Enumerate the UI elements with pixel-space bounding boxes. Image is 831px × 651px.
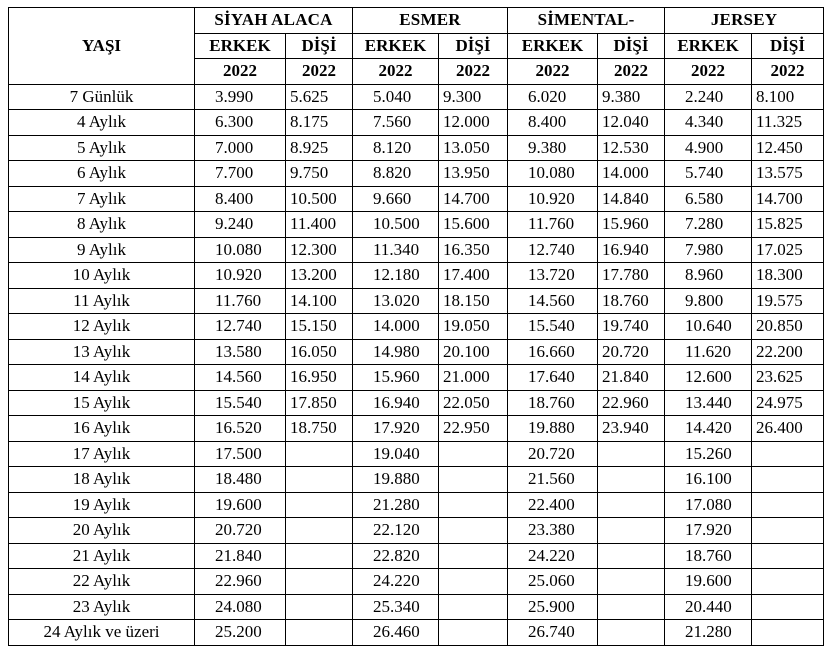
- value-cell: 13.950: [439, 161, 508, 187]
- value-cell: 19.600: [665, 569, 752, 595]
- value-cell: [286, 441, 353, 467]
- value-cell: 19.600: [195, 492, 286, 518]
- table-row: [9, 135, 824, 161]
- value-cell: 26.460: [353, 620, 439, 646]
- value-cell: 19.050: [439, 314, 508, 340]
- value-cell: [286, 492, 353, 518]
- table-row: [9, 186, 824, 212]
- value-cell: 9.750: [286, 161, 353, 187]
- value-cell: 8.960: [665, 263, 752, 289]
- value-cell: 17.500: [195, 441, 286, 467]
- value-cell: [439, 441, 508, 467]
- value-cell: 17.025: [752, 237, 824, 263]
- value-cell: 23.940: [598, 416, 665, 442]
- value-cell: 5.040: [353, 84, 439, 110]
- sex-header-female: DİŞİ: [439, 33, 508, 59]
- value-cell: [286, 543, 353, 569]
- value-cell: 9.300: [439, 84, 508, 110]
- value-cell: 17.920: [665, 518, 752, 544]
- value-cell: 7.560: [353, 110, 439, 136]
- value-cell: 4.340: [665, 110, 752, 136]
- value-cell: [598, 569, 665, 595]
- age-cell: 14 Aylık: [9, 365, 195, 391]
- table-row: [9, 543, 824, 569]
- age-cell: 8 Aylık: [9, 212, 195, 238]
- value-cell: 13.720: [508, 263, 598, 289]
- table-row: [9, 441, 824, 467]
- value-cell: [439, 467, 508, 493]
- value-cell: [286, 569, 353, 595]
- value-cell: 19.740: [598, 314, 665, 340]
- value-cell: 14.560: [195, 365, 286, 391]
- age-cell: 20 Aylık: [9, 518, 195, 544]
- value-cell: 19.575: [752, 288, 824, 314]
- breed-header-simental: SİMENTAL-: [508, 8, 665, 34]
- value-cell: 17.920: [353, 416, 439, 442]
- value-cell: 22.200: [752, 339, 824, 365]
- value-cell: 6.020: [508, 84, 598, 110]
- age-cell: 19 Aylık: [9, 492, 195, 518]
- value-cell: 22.960: [195, 569, 286, 595]
- age-cell: 10 Aylık: [9, 263, 195, 289]
- value-cell: [598, 620, 665, 646]
- value-cell: 16.350: [439, 237, 508, 263]
- year-header: 2022: [286, 59, 353, 85]
- value-cell: 16.950: [286, 365, 353, 391]
- value-cell: 12.740: [508, 237, 598, 263]
- value-cell: 12.600: [665, 365, 752, 391]
- value-cell: 22.120: [353, 518, 439, 544]
- value-cell: 13.020: [353, 288, 439, 314]
- value-cell: 17.080: [665, 492, 752, 518]
- age-cell: 24 Aylık ve üzeri: [9, 620, 195, 646]
- value-cell: 21.840: [195, 543, 286, 569]
- value-cell: 9.380: [598, 84, 665, 110]
- value-cell: [752, 467, 824, 493]
- year-header: 2022: [665, 59, 752, 85]
- age-cell: 17 Aylık: [9, 441, 195, 467]
- age-header: YAŞI: [9, 8, 195, 85]
- value-cell: 5.740: [665, 161, 752, 187]
- value-cell: [439, 620, 508, 646]
- value-cell: [286, 620, 353, 646]
- value-cell: 9.800: [665, 288, 752, 314]
- value-cell: 8.120: [353, 135, 439, 161]
- year-header: 2022: [195, 59, 286, 85]
- value-cell: 25.060: [508, 569, 598, 595]
- value-cell: 17.850: [286, 390, 353, 416]
- age-cell: 13 Aylık: [9, 339, 195, 365]
- sex-header-female: DİŞİ: [286, 33, 353, 59]
- table-row: [9, 492, 824, 518]
- value-cell: 15.150: [286, 314, 353, 340]
- value-cell: [439, 543, 508, 569]
- age-cell: 16 Aylık: [9, 416, 195, 442]
- year-header: 2022: [598, 59, 665, 85]
- value-cell: 8.400: [195, 186, 286, 212]
- table-row: [9, 569, 824, 595]
- value-cell: 13.575: [752, 161, 824, 187]
- table-row: [9, 237, 824, 263]
- value-cell: [752, 543, 824, 569]
- value-cell: 20.440: [665, 594, 752, 620]
- year-header: 2022: [508, 59, 598, 85]
- table-row: [9, 620, 824, 646]
- value-cell: 11.760: [508, 212, 598, 238]
- value-cell: 20.100: [439, 339, 508, 365]
- age-cell: 11 Aylık: [9, 288, 195, 314]
- value-cell: 24.975: [752, 390, 824, 416]
- value-cell: 19.040: [353, 441, 439, 467]
- table-row: [9, 467, 824, 493]
- value-cell: 9.380: [508, 135, 598, 161]
- value-cell: 12.740: [195, 314, 286, 340]
- sex-header-male: ERKEK: [665, 33, 752, 59]
- table-row: [9, 314, 824, 340]
- value-cell: 25.340: [353, 594, 439, 620]
- value-cell: 15.600: [439, 212, 508, 238]
- value-cell: 12.300: [286, 237, 353, 263]
- value-cell: [752, 594, 824, 620]
- value-cell: 14.700: [439, 186, 508, 212]
- value-cell: 15.540: [508, 314, 598, 340]
- value-cell: 11.400: [286, 212, 353, 238]
- value-cell: [752, 620, 824, 646]
- value-cell: 14.000: [353, 314, 439, 340]
- value-cell: [286, 467, 353, 493]
- value-cell: 24.220: [508, 543, 598, 569]
- value-cell: 22.820: [353, 543, 439, 569]
- value-cell: 13.580: [195, 339, 286, 365]
- value-cell: 16.050: [286, 339, 353, 365]
- breed-header-esmer: ESMER: [353, 8, 508, 34]
- value-cell: 4.900: [665, 135, 752, 161]
- value-cell: 9.660: [353, 186, 439, 212]
- table-row: [9, 288, 824, 314]
- value-cell: 23.625: [752, 365, 824, 391]
- value-cell: 10.920: [195, 263, 286, 289]
- age-cell: 12 Aylık: [9, 314, 195, 340]
- value-cell: 16.520: [195, 416, 286, 442]
- value-cell: 15.540: [195, 390, 286, 416]
- value-cell: 22.050: [439, 390, 508, 416]
- sex-header-male: ERKEK: [353, 33, 439, 59]
- sex-header-female: DİŞİ: [752, 33, 824, 59]
- breed-header-jersey: JERSEY: [665, 8, 824, 34]
- value-cell: [598, 467, 665, 493]
- value-cell: 8.925: [286, 135, 353, 161]
- value-cell: 18.760: [665, 543, 752, 569]
- value-cell: 21.840: [598, 365, 665, 391]
- value-cell: 18.150: [439, 288, 508, 314]
- value-cell: 26.740: [508, 620, 598, 646]
- price-table: [8, 7, 824, 646]
- table-row: [9, 339, 824, 365]
- value-cell: 13.200: [286, 263, 353, 289]
- value-cell: 12.180: [353, 263, 439, 289]
- value-cell: 17.640: [508, 365, 598, 391]
- value-cell: 10.920: [508, 186, 598, 212]
- value-cell: 22.400: [508, 492, 598, 518]
- value-cell: [439, 569, 508, 595]
- value-cell: 14.100: [286, 288, 353, 314]
- value-cell: 11.620: [665, 339, 752, 365]
- value-cell: 11.325: [752, 110, 824, 136]
- table-row: [9, 110, 824, 136]
- value-cell: 17.780: [598, 263, 665, 289]
- value-cell: 24.220: [353, 569, 439, 595]
- value-cell: [752, 492, 824, 518]
- value-cell: 9.240: [195, 212, 286, 238]
- value-cell: 18.480: [195, 467, 286, 493]
- value-cell: 25.900: [508, 594, 598, 620]
- value-cell: 10.080: [508, 161, 598, 187]
- age-cell: 7 Günlük: [9, 84, 195, 110]
- breed-header-siyah-alaca: SİYAH ALACA: [195, 8, 353, 34]
- value-cell: 8.175: [286, 110, 353, 136]
- value-cell: 8.820: [353, 161, 439, 187]
- value-cell: 14.000: [598, 161, 665, 187]
- value-cell: 7.980: [665, 237, 752, 263]
- table-row: [9, 518, 824, 544]
- value-cell: [752, 569, 824, 595]
- value-cell: 14.840: [598, 186, 665, 212]
- value-cell: 19.880: [353, 467, 439, 493]
- value-cell: 14.420: [665, 416, 752, 442]
- value-cell: 12.530: [598, 135, 665, 161]
- age-cell: 15 Aylık: [9, 390, 195, 416]
- value-cell: 3.990: [195, 84, 286, 110]
- value-cell: [439, 518, 508, 544]
- value-cell: 10.080: [195, 237, 286, 263]
- value-cell: 7.000: [195, 135, 286, 161]
- age-cell: 22 Aylık: [9, 569, 195, 595]
- table-row: [9, 212, 824, 238]
- value-cell: 14.560: [508, 288, 598, 314]
- value-cell: 20.720: [598, 339, 665, 365]
- value-cell: 8.100: [752, 84, 824, 110]
- value-cell: 20.720: [195, 518, 286, 544]
- value-cell: 14.700: [752, 186, 824, 212]
- age-cell: 7 Aylık: [9, 186, 195, 212]
- value-cell: 6.580: [665, 186, 752, 212]
- value-cell: 2.240: [665, 84, 752, 110]
- value-cell: [752, 518, 824, 544]
- table-body: [9, 84, 824, 645]
- age-cell: 4 Aylık: [9, 110, 195, 136]
- value-cell: 18.750: [286, 416, 353, 442]
- value-cell: 10.500: [353, 212, 439, 238]
- table-row: [9, 390, 824, 416]
- value-cell: [598, 441, 665, 467]
- value-cell: 16.660: [508, 339, 598, 365]
- table-row: [9, 594, 824, 620]
- value-cell: [598, 518, 665, 544]
- value-cell: 7.280: [665, 212, 752, 238]
- value-cell: 21.560: [508, 467, 598, 493]
- age-cell: 5 Aylık: [9, 135, 195, 161]
- table-header: [9, 8, 824, 85]
- value-cell: 24.080: [195, 594, 286, 620]
- value-cell: [598, 594, 665, 620]
- value-cell: [439, 594, 508, 620]
- value-cell: 18.300: [752, 263, 824, 289]
- value-cell: 12.040: [598, 110, 665, 136]
- year-header: 2022: [353, 59, 439, 85]
- value-cell: 20.850: [752, 314, 824, 340]
- value-cell: [598, 492, 665, 518]
- value-cell: 7.700: [195, 161, 286, 187]
- value-cell: 14.980: [353, 339, 439, 365]
- sex-header-male: ERKEK: [508, 33, 598, 59]
- value-cell: [598, 543, 665, 569]
- value-cell: 6.300: [195, 110, 286, 136]
- age-cell: 23 Aylık: [9, 594, 195, 620]
- value-cell: 21.000: [439, 365, 508, 391]
- value-cell: 11.340: [353, 237, 439, 263]
- value-cell: 22.950: [439, 416, 508, 442]
- value-cell: 15.960: [353, 365, 439, 391]
- age-cell: 21 Aylık: [9, 543, 195, 569]
- value-cell: 10.640: [665, 314, 752, 340]
- value-cell: 25.200: [195, 620, 286, 646]
- value-cell: 18.760: [508, 390, 598, 416]
- table-row: [9, 365, 824, 391]
- value-cell: [439, 492, 508, 518]
- value-cell: 26.400: [752, 416, 824, 442]
- table-row: [9, 161, 824, 187]
- sex-header-male: ERKEK: [195, 33, 286, 59]
- value-cell: 16.100: [665, 467, 752, 493]
- value-cell: 21.280: [353, 492, 439, 518]
- value-cell: 15.825: [752, 212, 824, 238]
- value-cell: 15.960: [598, 212, 665, 238]
- sex-header-female: DİŞİ: [598, 33, 665, 59]
- value-cell: 23.380: [508, 518, 598, 544]
- value-cell: 12.450: [752, 135, 824, 161]
- value-cell: 13.050: [439, 135, 508, 161]
- year-header: 2022: [752, 59, 824, 85]
- value-cell: 15.260: [665, 441, 752, 467]
- value-cell: [286, 594, 353, 620]
- value-cell: [752, 441, 824, 467]
- value-cell: 12.000: [439, 110, 508, 136]
- year-header: 2022: [439, 59, 508, 85]
- value-cell: 20.720: [508, 441, 598, 467]
- value-cell: 13.440: [665, 390, 752, 416]
- age-cell: 6 Aylık: [9, 161, 195, 187]
- value-cell: 16.940: [353, 390, 439, 416]
- value-cell: 17.400: [439, 263, 508, 289]
- age-cell: 9 Aylık: [9, 237, 195, 263]
- age-cell: 18 Aylık: [9, 467, 195, 493]
- value-cell: 22.960: [598, 390, 665, 416]
- value-cell: 18.760: [598, 288, 665, 314]
- value-cell: 5.625: [286, 84, 353, 110]
- value-cell: 10.500: [286, 186, 353, 212]
- value-cell: 19.880: [508, 416, 598, 442]
- value-cell: 11.760: [195, 288, 286, 314]
- value-cell: 21.280: [665, 620, 752, 646]
- table-row: [9, 263, 824, 289]
- value-cell: 16.940: [598, 237, 665, 263]
- table-row: [9, 416, 824, 442]
- value-cell: 8.400: [508, 110, 598, 136]
- table-row: [9, 84, 824, 110]
- value-cell: [286, 518, 353, 544]
